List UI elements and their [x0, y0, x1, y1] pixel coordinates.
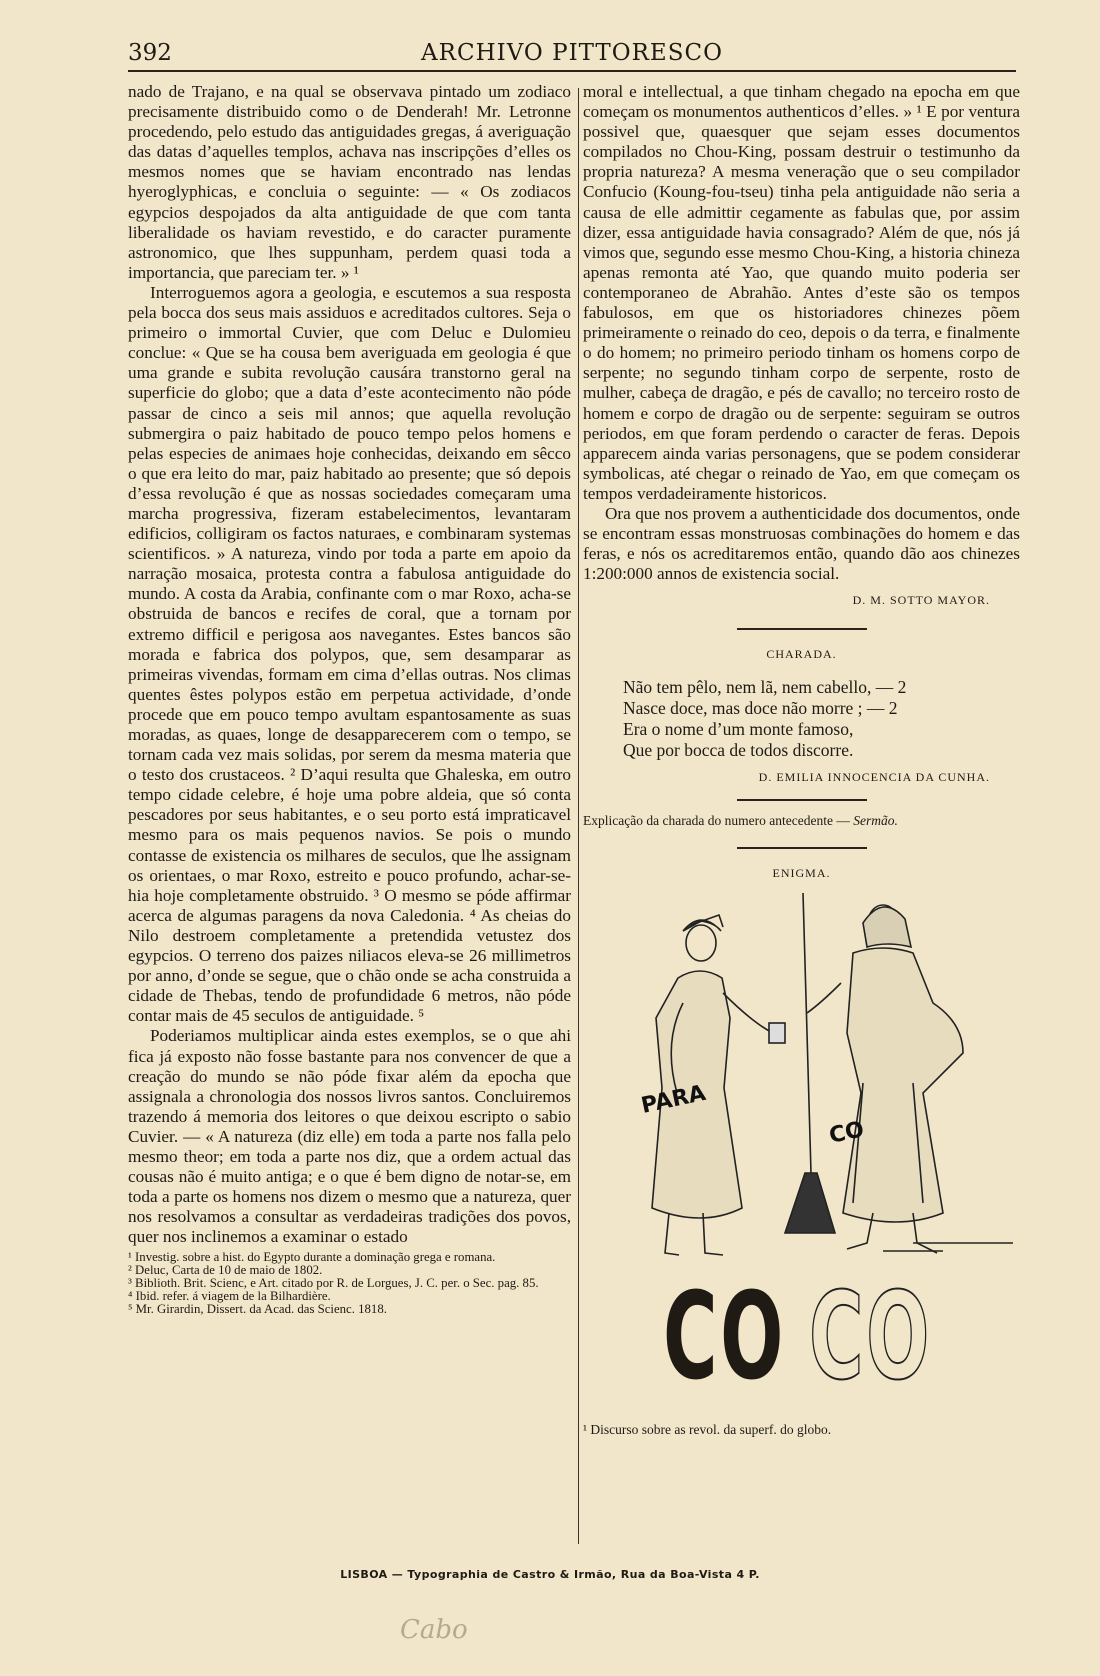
footnote-2: ² Deluc, Carta de 10 de maio de 1802. — [128, 1263, 323, 1278]
footnote-3: ³ Biblioth. Brit. Scienc, e Art. citado por R. de Lorgues, J. C. per. o Sec. pag. 85. — [128, 1276, 539, 1291]
charada-line-4: Que por bocca de todos discorre. — [623, 739, 854, 760]
right-paragraph-2: Ora que nos provem a authenticidade dos documentos, onde se encontram essas monstruosas combinações do homem e das feras, e nós os acreditaremos então, quando dão aos chinezes 1:200:000 annos de existencia social. — [583, 503, 1020, 584]
charada-explanation: Explicação da charada do numero antecedente — Sermão. — [583, 812, 898, 828]
charada-verse — [623, 677, 1020, 761]
charada-author: D. EMILIA INNOCENCIA DA CUNHA. — [758, 769, 990, 784]
section-rule — [737, 628, 867, 630]
handwritten-note: Cabo — [400, 1615, 468, 1645]
page-header — [128, 40, 1016, 72]
right-footnote: ¹ Discurso sobre as revol. da superf. do globo. — [583, 1421, 832, 1437]
enigma-rule — [737, 847, 867, 849]
left-column — [128, 82, 571, 1316]
header-rule — [128, 70, 1016, 72]
left-paragraph-2: Interroguemos agora a geologia, e escutemos a sua resposta pela bocca dos seus mais assiduos e acreditados cultores. Seja o primeiro o immortal Cuvier, que com Deluc e Dulomieu conclue: « Que se ha cousa bem averiguada em geologia é que uma grande e subita revolução causára transtorno geral na superficie do globo; que a data d’este acontecimento não póde passar de cinco a seis mil annos; que aquella revolução submergira o paiz habitado de pouco tempo pelos homens e pelas especies de animaes hoje conhecidas, deixando em sêcco o que era leito do mar, paiz habitado ao presente; que só depois d’essa revolução é que as nossas sociedades começaram uma marcha progressiva, fizeram estabelecimentos, levantaram edificios, colligiram os factos naturaes, e combinaram systemas scientificos. » A natureza, vindo por toda a parte em apoio da narração mosaica, protesta contra a fabulosa antiguidade do mundo. A costa da Arabia, confinante com o mar Roxo, acha-se obstruida de bancos e recifes de coral, que a tornam por extremo difficil e perigosa aos navegantes. Estes bancos são morada e fabrica dos polypos, que, sem desamparar as primeiras vivendas, formam em cima d’ellas outras. Nos climas quentes êstes polypos estão em perpetua actividade, d’onde procede que em pouco tempo avultam espantosamente as suas moradas, as quaes, longe de desapparecerem com o tempo, se tornam cada vez mais solidas, por serem da mesma materia que o testo dos crustaceos. ² D’aqui resulta que Ghaleska, em outro tempo cidade celebre, é hoje uma pobre aldeia, que só conta pescadores por seus habitantes, e o seu porto está impraticavel mesmo para os mais pequenos navios. Se pois o mundo contasse de existencia os milhares de seculos, que lhe assignam os orientaes, o mar Roxo, estreito e pouco profundo, achar-se-hia hoje completamente obstruido. ³ O mesmo se póde affirmar acerca de algumas paragens da nova Caledonia. ⁴ As cheias do Nilo destroem completamente a pretendida vetustez dos egypcios. O terreno dos paizes niliacos eleva-se 26 millimetros por anno, d’onde se segue, que o chão onde se acha construida a cidade de Thebas, tendo de profundidade 6 metros, não póde contar mais de 45 seculos de antiguidade. ⁵ — [128, 282, 571, 1026]
apron-right-text: CO — [827, 1116, 867, 1149]
enigma-big-text-outline: CO — [809, 1267, 932, 1407]
page-number: 392 — [128, 40, 172, 66]
charada-title: CHARADA. — [766, 647, 837, 662]
enigma-title: ENIGMA. — [772, 865, 831, 880]
enigma-illustration — [583, 883, 1020, 1423]
column-divider — [578, 88, 579, 1544]
charada-line-3: Era o nome d’um monte famoso, — [623, 718, 854, 739]
enigma-engraving — [583, 883, 1020, 1283]
apron-left-text: PARA — [639, 1080, 708, 1119]
explanation-answer: Sermão. — [853, 812, 898, 828]
charada-rule — [737, 799, 867, 801]
footnote-4: ⁴ Ibid. refer. á viagem de la Bilhardière. — [128, 1289, 331, 1304]
left-footnotes — [128, 1251, 571, 1316]
left-paragraph-1: nado de Trajano, e na qual se observava pintado um zodiaco precisamente distribuido como o de Denderah! Mr. Letronne procedendo, pelo estudo das antiguidades gregas, á averiguação das datas d’aquelles templos, achava nas inscripções d’elles os mesmos nomes que se haviam encontrado nas lendas hyeroglyphicas, e concluia o seguinte: — « Os zodiacos egypcios despojados da alta antiguidade de que com tanta liberalidade os haviam revestido, e do caracter puramente astronomico, que lhes suppunham, perdem quasi toda a importancia, que pareciam ter. » ¹ — [128, 82, 571, 282]
right-paragraph-1: moral e intellectual, a que tinham chegado na epocha em que começam os monumentos authenticos d’elles. » ¹ E por ventura possivel que, quaesquer que sejam esses documentos compilados no Chou-King, possam destruir o testimunho da propria natureza? A mesma veneração que o seu compilador Confucio (Koung-fou-tseu) tinha pela antiguidade não seria a causa de elle admittir cegamente as fabulas que, por assim dizer, essa antiguidade havia consagrado? Além de que, nós já vimos que, segundo esse mesmo Chou-King, a historia chineza apenas remonta até Yao, que quando muito poderia ser contemporaneo de Abrahão. Antes d’este são os tempos fabulosos, em que os historiadores chinezes põem primeiramente o reinado do ceo, depois o da terra, e finalmente o do homem; no primeiro periodo tinham os homens corpo de serpente; no segundo tinham corpo de serpente, rosto de mulher, cabeça de dragão, e pés de cavallo; no terceiro rosto de homem e corpo de dragão ou de serpente: seguiram se outros periodos, em que foram perdendo o caracter de feras. Depois apparecem ainda varias personagens, que se podem considerar symbolicas, até chegar o reinado de Yao, em que começam os tempos verdadeiramente historicos. — [583, 82, 1020, 503]
footnote-5: ⁵ Mr. Girardin, Dissert. da Acad. das Scienc. 1818. — [128, 1302, 387, 1317]
footnote-1: ¹ Investig. sobre a hist. do Egypto durante a dominação grega e romana. — [128, 1250, 496, 1265]
article-signature: D. M. SOTTO MAYOR. — [852, 593, 990, 608]
charada-line-2: Nasce doce, mas doce não morre ; — 2 — [623, 697, 898, 718]
enigma-big-text-solid: CO — [663, 1267, 786, 1407]
printer-imprint: LISBOA — Typographia de Castro & Irmão, Rua da Boa-Vista 4 P. — [340, 1568, 760, 1581]
explanation-label: Explicação da charada do numero antecedente — [583, 812, 833, 828]
right-column — [583, 82, 1020, 1436]
running-title: ARCHIVO PITTORESCO — [421, 40, 723, 66]
left-paragraph-3: Poderiamos multiplicar ainda estes exemplos, se o que ahi fica já exposto não fosse bastante para nos convencer de que a creação do mundo se não póde fixar além da epocha que assignala a chronologia dos nossos livros santos. Concluiremos trazendo á memoria dos leitores o que deixou escripto o sabio Cuvier. — « A natureza (diz elle) em toda a parte nos falla pelo mesmo theor; em toda a parte nos diz, que a ordem actual das cousas não é muito antiga; e o que é bem digno de notar-se, em toda a parte os homens nos dizem o mesmo que a natureza, quer nos resolvamos a consultar as verdadeiras tradições dos povos, quer nos inclinemos a examinar o estado — [128, 1026, 571, 1247]
charada-line-1: Não tem pêlo, nem lã, nem cabello, — 2 — [623, 676, 907, 697]
